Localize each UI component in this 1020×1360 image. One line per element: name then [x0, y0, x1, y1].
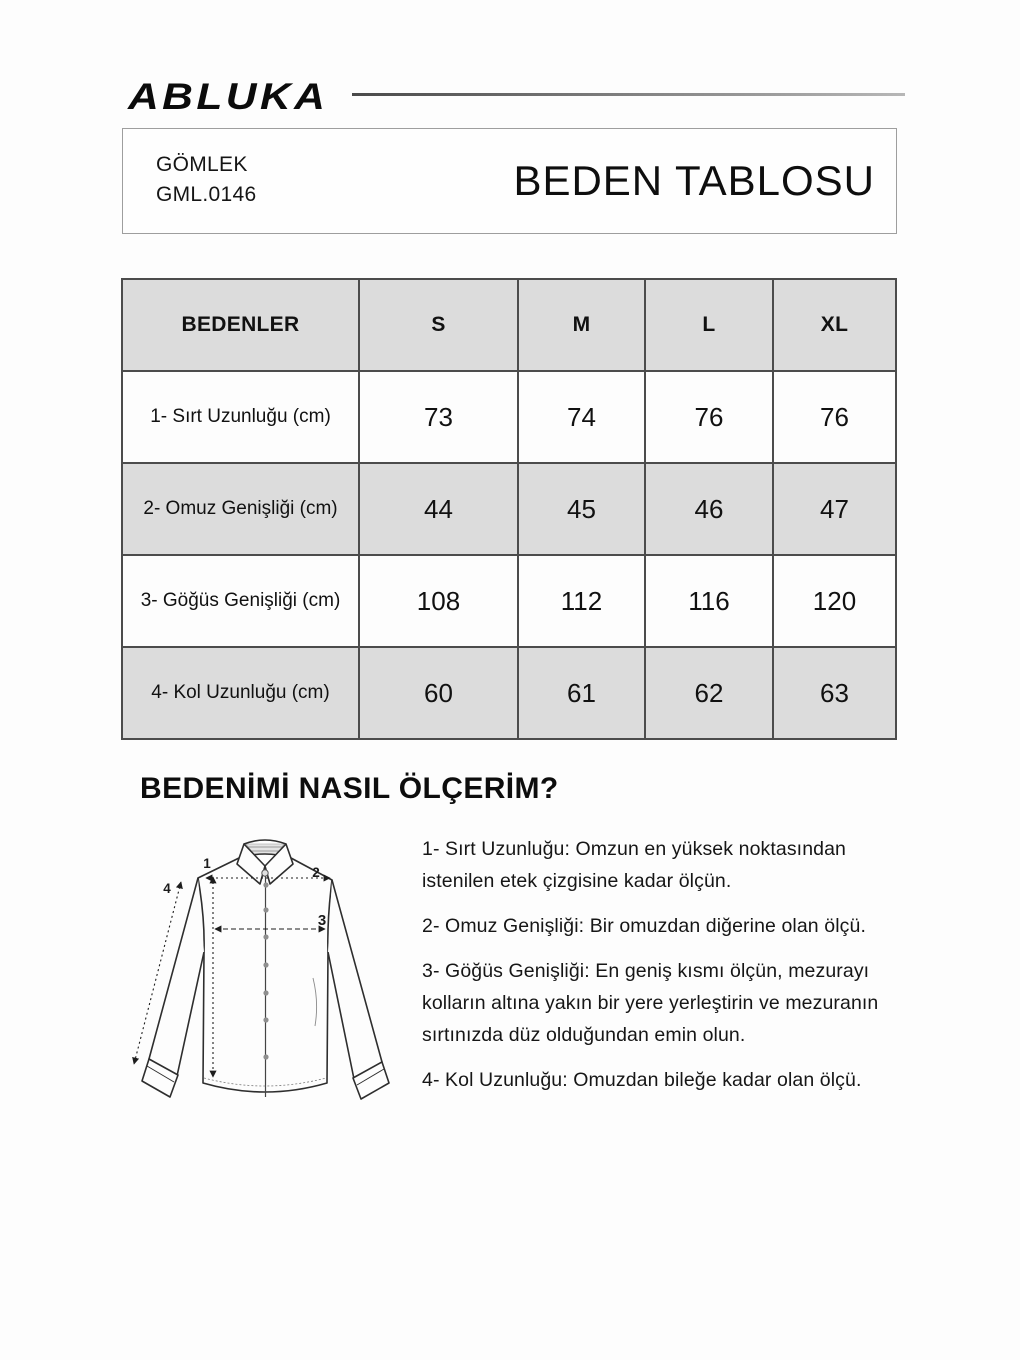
table-header-cell: S: [359, 279, 518, 371]
value-cell: 120: [773, 555, 896, 647]
table-header-cell: XL: [773, 279, 896, 371]
value-cell: 62: [645, 647, 773, 739]
instruction-back-length: 1- Sırt Uzunluğu: Omzun en yüksek noktasından istenilen etek çizgisine kadar ölçün.: [422, 838, 846, 892]
table-row: [122, 371, 896, 463]
row-label-cell: 2- Omuz Genişliği (cm): [122, 463, 359, 555]
value-cell: 45: [518, 463, 645, 555]
size-table: [121, 278, 897, 740]
product-code: GML.0146: [156, 183, 257, 206]
section-heading: BEDENİMİ NASIL ÖLÇERİM?: [140, 772, 559, 805]
row-label-cell: 3- Göğüs Genişliği (cm): [122, 555, 359, 647]
row-label-cell: 4- Kol Uzunluğu (cm): [122, 647, 359, 739]
value-cell: 112: [518, 555, 645, 647]
diagram-label-1: 1: [203, 856, 211, 871]
value-cell: 61: [518, 647, 645, 739]
table-header-cell: L: [645, 279, 773, 371]
shirt-measurement-diagram-icon: [120, 830, 410, 1120]
title-box: [122, 128, 897, 234]
value-cell: 76: [773, 371, 896, 463]
measure-instructions: [422, 833, 967, 1109]
value-cell: 44: [359, 463, 518, 555]
size-table-header-row: [122, 279, 896, 371]
table-row: [122, 555, 896, 647]
instruction-shoulder-width: 2- Omuz Genişliği: Bir omuzdan diğerine olan ölçü.: [422, 915, 866, 937]
value-cell: 108: [359, 555, 518, 647]
value-cell: 46: [645, 463, 773, 555]
diagram-label-2: 2: [312, 865, 320, 880]
value-cell: 73: [359, 371, 518, 463]
value-cell: 76: [645, 371, 773, 463]
value-cell: 60: [359, 647, 518, 739]
table-header-cell: BEDENLER: [122, 279, 359, 371]
table-header-cell: M: [518, 279, 645, 371]
value-cell: 74: [518, 371, 645, 463]
row-label-cell: 1- Sırt Uzunluğu (cm): [122, 371, 359, 463]
instruction-sleeve-length: 4- Kol Uzunluğu: Omuzdan bileğe kadar olan ölçü.: [422, 1069, 862, 1091]
product-type: GÖMLEK: [156, 153, 248, 176]
header-divider-line: [352, 93, 905, 96]
diagram-label-3: 3: [317, 912, 327, 929]
value-cell: 63: [773, 647, 896, 739]
table-row: [122, 647, 896, 739]
value-cell: 47: [773, 463, 896, 555]
diagram-label-4: 4: [163, 881, 171, 896]
page-title: BEDEN TABLOSU: [513, 157, 875, 204]
product-info: [156, 150, 256, 210]
instruction-chest-width: 3- Göğüs Genişliği: En geniş kısmı ölçün, mezurayı kolların altına yakın bir yere yerleştirin ve mezuranın sırtınızda düz olduğundan emin olun.: [422, 960, 879, 1046]
brand-logo: ABLUKA: [128, 76, 329, 117]
value-cell: 116: [645, 555, 773, 647]
table-row: [122, 463, 896, 555]
